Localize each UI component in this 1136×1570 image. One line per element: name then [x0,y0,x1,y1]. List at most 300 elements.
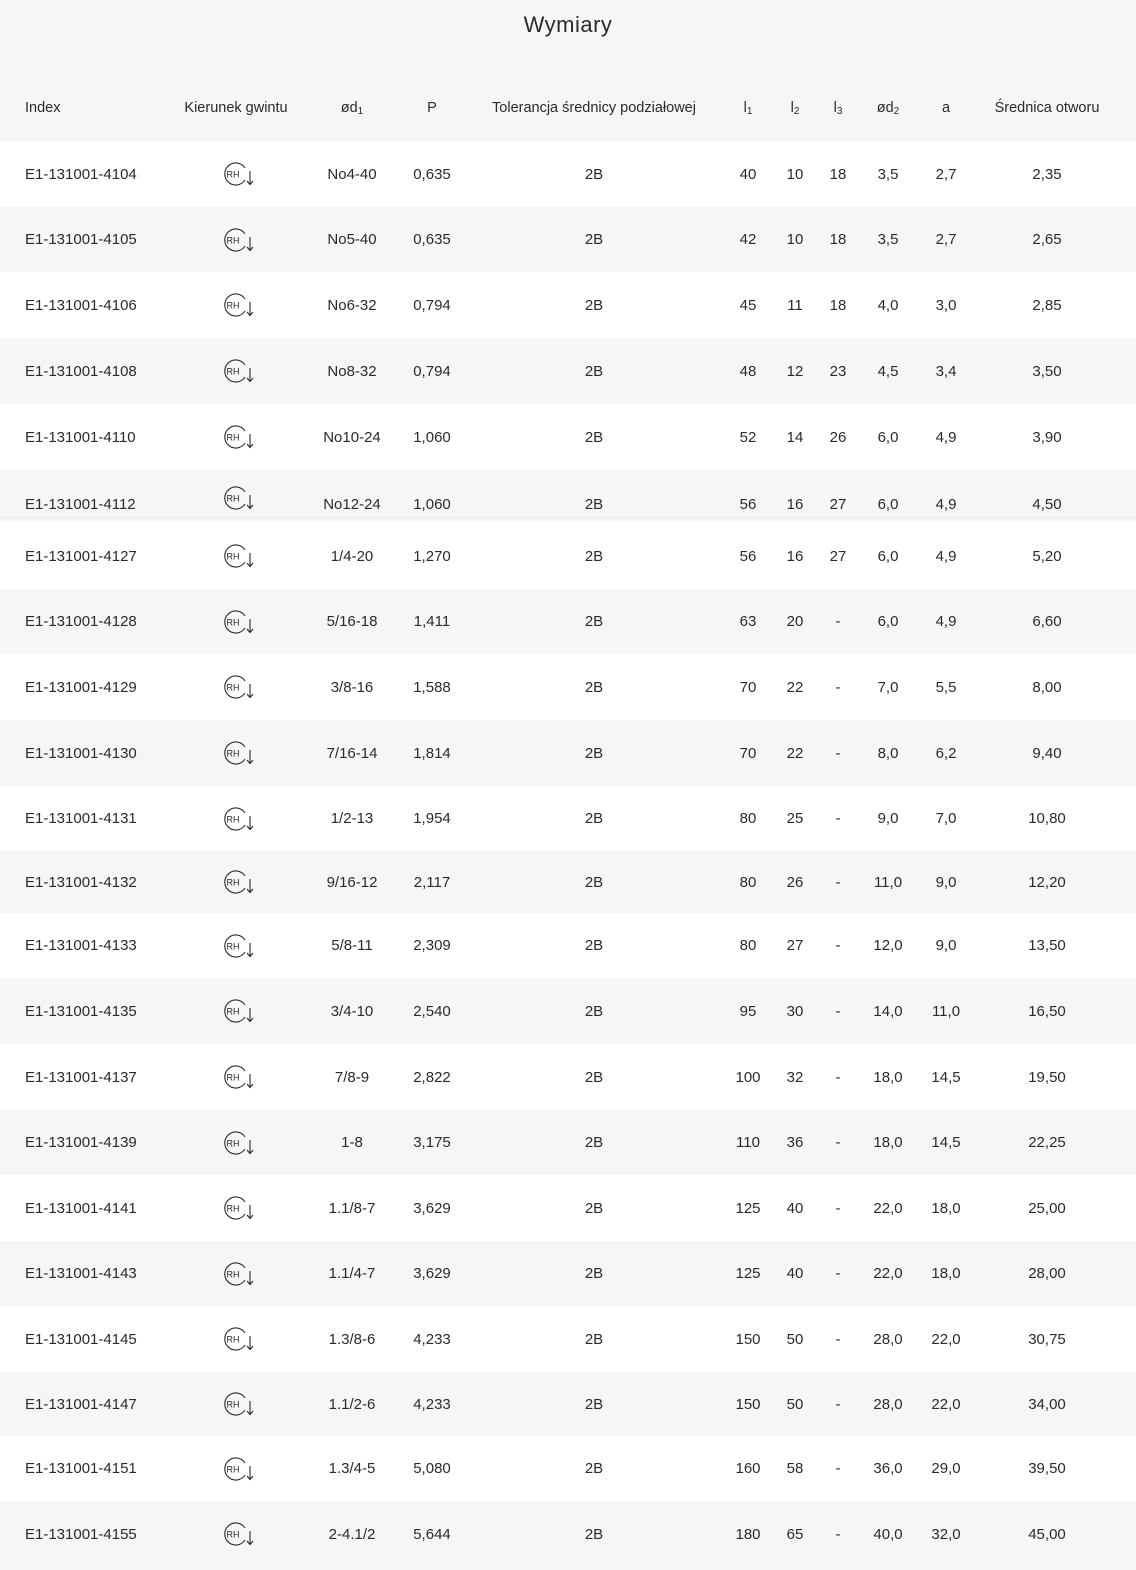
cell-thread-direction [176,1436,296,1501]
cell-a: 3,4 [935,362,957,380]
cell-hole-diameter: 2,85 [1032,296,1062,314]
cell-l3: 27 [829,496,847,513]
cell-l1: 70 [739,744,757,762]
cell-pitch: 3,629 [413,1265,451,1282]
cell-tolerance: 2B [584,231,604,248]
cell-a: 5,5 [935,678,957,696]
cell-tolerance: 2B [584,873,604,891]
cell-tolerance: 2B [584,496,604,513]
cell-l3: - [835,1330,841,1348]
cell-d2: 18,0 [873,1134,903,1151]
rh-label: RH [226,617,240,627]
cell-thread-direction [176,1372,296,1436]
header-l2 [776,75,814,140]
cell-thread-direction [176,1501,296,1567]
header-l3-main: l [833,99,837,116]
cell-tolerance: 2B [584,1199,604,1217]
cell-l3: - [835,1395,841,1413]
cell-hole-diameter: 2,65 [1032,231,1062,248]
cell-l1: 56 [739,547,757,565]
cell-d2: 7,0 [877,678,899,696]
rh-label: RH [226,300,240,311]
cell-pitch: 2,117 [413,873,451,891]
header-l3 [820,75,856,140]
cell-hole-diameter: 3,90 [1032,428,1062,446]
cell-thread-direction [176,589,296,654]
cell-index: E1-131001-4108 [25,362,137,380]
cell-hole-diameter: 3,50 [1032,362,1062,380]
cell-d2: 3,5 [877,231,899,248]
cell-index: E1-131001-4104 [25,165,137,183]
cell-l2: 10 [786,165,804,183]
cell-hole-diameter: 12,20 [1028,873,1066,891]
cell-d2: 3,5 [877,165,899,183]
cell-index: E1-131001-4145 [25,1330,137,1348]
cell-thread-direction [176,913,296,978]
cell-thread-direction [176,1175,296,1241]
table-row [0,207,1136,272]
header-d2-main: ød [876,99,894,116]
cell-l1: 40 [739,165,757,183]
table-row [0,1501,1136,1567]
rh-label: RH [226,682,240,693]
cell-d1: No8-32 [327,362,377,380]
rh-thread-icon [218,996,254,1026]
cell-pitch: 0,635 [413,231,451,248]
rh-label: RH [226,1464,240,1474]
cell-thread-direction [176,978,296,1044]
cell-a: 14,5 [931,1068,961,1086]
cell-thread-direction [176,470,296,517]
cell-thread-direction [176,141,296,207]
rh-thread-icon [218,867,254,897]
cell-l3: 26 [829,428,847,446]
cell-hole-diameter: 28,00 [1028,1265,1066,1282]
cell-d1: No6-32 [327,296,377,314]
rh-label: RH [226,1138,240,1148]
rh-thread-icon [218,1324,254,1354]
header-hole-diameter: Średnica otworu [994,99,1100,116]
cell-l1: 52 [739,428,757,446]
table-row [0,589,1136,654]
cell-d2: 6,0 [877,496,899,513]
header-a: a [941,99,951,116]
table-row [0,1175,1136,1241]
cell-l3: - [835,1002,841,1020]
cell-pitch: 2,540 [413,1002,451,1020]
cell-d2: 14,0 [873,1002,903,1020]
rh-thread-icon [218,804,254,834]
table-row [0,1044,1136,1110]
table-row [0,1372,1136,1436]
cell-d1: 1-8 [341,1134,363,1151]
cell-pitch: 4,233 [413,1395,451,1413]
cell-l2: 22 [786,744,804,762]
cell-d2: 40,0 [873,1525,903,1543]
rh-thread-icon [218,738,254,768]
rh-label: RH [226,169,240,180]
cell-tolerance: 2B [584,1460,604,1477]
cell-d1: 5/8-11 [331,937,373,954]
cell-tolerance: 2B [584,937,604,954]
rh-thread-icon [218,422,254,452]
cell-hole-diameter: 25,00 [1028,1199,1066,1217]
rh-label: RH [226,1006,240,1017]
cell-l3: - [835,1134,841,1151]
cell-l1: 56 [739,496,757,513]
cell-l1: 95 [739,1002,757,1020]
cell-d1: 1.3/8-6 [328,1330,376,1348]
cell-index: E1-131001-4151 [25,1460,137,1477]
table-row [0,523,1136,589]
cell-d1: 1.1/4-7 [328,1265,376,1282]
cell-tolerance: 2B [584,165,604,183]
cell-a: 3,0 [935,296,957,314]
cell-l2: 20 [786,613,804,630]
cell-a: 6,2 [935,744,957,762]
cell-d1: 1/2-13 [330,810,374,827]
cell-l3: - [835,1525,841,1543]
cell-d1: No10-24 [323,428,381,446]
cell-l2: 11 [787,296,803,314]
cell-index: E1-131001-4110 [25,428,136,446]
cell-a: 18,0 [931,1199,961,1217]
cell-pitch: 1,954 [413,810,451,827]
table-row [0,1241,1136,1306]
cell-index: E1-131001-4137 [25,1068,137,1086]
cell-thread-direction [176,1110,296,1175]
cell-l3: - [835,1068,841,1086]
cell-l3: 23 [829,362,847,380]
cell-thread-direction [176,1306,296,1372]
rh-thread-icon [218,356,254,386]
cell-l1: 80 [739,937,757,954]
cell-index: E1-131001-4147 [25,1395,137,1413]
cell-pitch: 1,588 [413,678,451,696]
cell-a: 7,0 [935,810,957,827]
cell-tolerance: 2B [584,1068,604,1086]
cell-d2: 28,0 [873,1330,903,1348]
rh-thread-icon [218,1062,254,1092]
rh-thread-icon [218,1519,254,1549]
cell-hole-diameter: 39,50 [1028,1460,1066,1477]
cell-index: E1-131001-4128 [25,613,137,630]
table-row [0,913,1136,978]
cell-d1: 1.1/8-7 [328,1199,376,1217]
cell-l3: - [835,810,841,827]
cell-hole-diameter: 4,50 [1032,496,1062,513]
cell-d2: 6,0 [877,613,899,630]
cell-tolerance: 2B [584,296,604,314]
cell-pitch: 1,814 [413,744,451,762]
cell-l1: 125 [735,1265,761,1282]
cell-l2: 16 [786,547,804,565]
rh-thread-icon [218,1128,254,1158]
cell-hole-diameter: 9,40 [1032,744,1062,762]
cell-pitch: 0,794 [413,362,451,380]
rh-thread-icon [218,672,254,702]
cell-a: 4,9 [935,496,957,513]
rh-label: RH [226,551,240,562]
rh-thread-icon [218,290,254,320]
cell-l3: - [835,744,841,762]
cell-l2: 30 [786,1002,804,1020]
cell-hole-diameter: 22,25 [1028,1134,1066,1151]
cell-d2: 6,0 [877,428,899,446]
rh-label: RH [226,235,240,245]
rh-label: RH [226,814,240,824]
cell-a: 14,5 [931,1134,961,1151]
cell-l1: 45 [739,296,757,314]
cell-l2: 12 [786,362,804,380]
cell-thread-direction [176,404,296,470]
cell-a: 9,0 [935,937,957,954]
cell-tolerance: 2B [584,362,604,380]
cell-pitch: 1,411 [413,613,451,630]
cell-d2: 22,0 [873,1199,903,1217]
rh-label: RH [226,748,240,759]
cell-d1: 1/4-20 [330,547,374,565]
cell-d2: 11,0 [873,873,903,891]
table-row [0,272,1136,338]
rh-thread-icon [218,607,254,637]
cell-index: E1-131001-4143 [25,1265,137,1282]
cell-l3: 18 [829,165,847,183]
cell-d2: 12,0 [873,937,903,954]
cell-l2: 50 [786,1330,804,1348]
cell-tolerance: 2B [584,1525,604,1543]
cell-l1: 42 [739,231,757,248]
cell-l1: 100 [735,1068,761,1086]
table-row [0,720,1136,786]
cell-l3: - [835,937,841,954]
cell-a: 2,7 [935,165,957,183]
cell-a: 9,0 [935,873,957,891]
cell-l3: - [835,1199,841,1217]
cell-a: 32,0 [931,1525,961,1543]
cell-d2: 8,0 [877,744,899,762]
cell-d1: 3/4-10 [330,1002,374,1020]
cell-a: 29,0 [931,1460,961,1477]
header-d1-main: ød [340,99,358,116]
rh-label: RH [226,493,240,504]
page-title: Wymiary [523,12,613,37]
cell-tolerance: 2B [584,613,604,630]
cell-index: E1-131001-4133 [25,937,137,954]
cell-d1: No12-24 [323,496,381,513]
cell-l3: - [835,873,841,891]
cell-l3: - [835,613,841,630]
cell-l2: 25 [786,810,804,827]
rh-thread-icon [218,931,254,961]
cell-d1: 1.3/4-5 [328,1460,376,1477]
cell-tolerance: 2B [584,1134,604,1151]
header-l3-sub: 3 [836,106,843,117]
cell-a: 4,9 [935,547,957,565]
table-row [0,1306,1136,1372]
header-l1-main: l [743,99,747,116]
cell-l2: 36 [786,1134,804,1151]
cell-l3: - [835,1460,841,1477]
cell-hole-diameter: 2,35 [1032,165,1062,183]
cell-l2: 40 [786,1265,804,1282]
cell-l2: 14 [786,428,804,446]
rh-thread-icon [218,483,254,513]
table-row [0,786,1136,851]
cell-l2: 10 [786,231,804,248]
cell-thread-direction [176,654,296,720]
cell-a: 4,9 [935,428,957,446]
cell-tolerance: 2B [584,547,604,565]
cell-tolerance: 2B [584,1330,604,1348]
cell-tolerance: 2B [584,1395,604,1413]
cell-tolerance: 2B [584,678,604,696]
header-d1 [306,75,398,140]
rh-thread-icon [218,1259,254,1289]
cell-l1: 48 [739,362,757,380]
cell-d1: 7/16-14 [326,744,378,762]
rh-label: RH [226,1529,240,1540]
cell-thread-direction [176,786,296,851]
cell-hole-diameter: 6,60 [1032,613,1062,630]
cell-d2: 18,0 [873,1068,903,1086]
cell-hole-diameter: 13,50 [1028,937,1066,954]
cell-index: E1-131001-4112 [25,496,136,513]
cell-pitch: 3,629 [413,1199,451,1217]
cell-a: 18,0 [931,1265,961,1282]
cell-thread-direction [176,1241,296,1306]
table-row [0,1436,1136,1501]
header-index: Index [25,99,61,116]
cell-l1: 63 [739,613,757,630]
cell-pitch: 2,822 [413,1068,451,1086]
table-row [0,654,1136,720]
cell-a: 11,0 [931,1002,961,1020]
rh-thread-icon [218,225,254,255]
cell-thread-direction [176,720,296,786]
header-pitch: P [427,99,437,116]
header-d2 [862,75,914,140]
cell-d2: 36,0 [873,1460,903,1477]
cell-l1: 160 [735,1460,761,1477]
cell-l1: 70 [739,678,757,696]
cell-d1: 5/16-18 [326,613,378,630]
cell-pitch: 4,233 [413,1330,451,1348]
cell-l2: 26 [786,873,804,891]
cell-d2: 6,0 [877,547,899,565]
cell-d1: 3/8-16 [330,678,374,696]
header-l1 [730,75,766,140]
table-header [0,75,1136,140]
cell-l1: 150 [735,1395,761,1413]
cell-l3: 27 [829,547,847,565]
cell-a: 22,0 [931,1395,961,1413]
cell-index: E1-131001-4106 [25,296,137,314]
cell-hole-diameter: 10,80 [1028,810,1066,827]
cell-thread-direction [176,207,296,272]
cell-d2: 4,0 [877,296,899,314]
cell-index: E1-131001-4139 [25,1134,137,1151]
table-row [0,978,1136,1044]
header-d1-sub: 1 [357,106,364,117]
cell-index: E1-131001-4141 [25,1199,137,1217]
rh-label: RH [226,432,240,443]
cell-d1: No5-40 [327,231,377,248]
cell-l2: 32 [786,1068,804,1086]
cell-l1: 125 [735,1199,761,1217]
rh-label: RH [226,1072,240,1083]
cell-d1: 2-4.1/2 [328,1525,376,1543]
rh-thread-icon [218,1389,254,1419]
cell-pitch: 0,794 [413,296,451,314]
rh-label: RH [226,1399,240,1410]
cell-l3: - [835,1265,841,1282]
cell-a: 4,9 [935,613,957,630]
header-l2-sub: 2 [793,106,800,117]
cell-index: E1-131001-4129 [25,678,137,696]
table-row [0,338,1136,404]
cell-thread-direction [176,523,296,589]
cell-d1: 1.1/2-6 [328,1395,376,1413]
cell-l1: 110 [736,1134,760,1151]
rh-label: RH [226,1203,240,1214]
cell-d2: 4,5 [877,362,899,380]
cell-hole-diameter: 8,00 [1032,678,1062,696]
cell-hole-diameter: 5,20 [1032,547,1062,565]
cell-l1: 180 [735,1525,761,1543]
cell-l1: 150 [735,1330,761,1348]
rh-label: RH [226,1334,240,1345]
rh-label: RH [226,366,240,377]
cell-l2: 22 [786,678,804,696]
cell-l2: 16 [786,496,804,513]
cell-index: E1-131001-4155 [25,1525,137,1543]
rh-label: RH [226,877,240,888]
cell-tolerance: 2B [584,1265,604,1282]
cell-hole-diameter: 19,50 [1028,1068,1066,1086]
cell-pitch: 5,080 [413,1460,451,1477]
cell-index: E1-131001-4105 [25,231,137,248]
cell-thread-direction [176,851,296,913]
cell-tolerance: 2B [584,744,604,762]
rh-thread-icon [218,159,254,189]
cell-index: E1-131001-4135 [25,1002,137,1020]
cell-pitch: 2,309 [413,937,451,954]
header-l1-sub: 1 [746,106,753,117]
cell-index: E1-131001-4131 [25,810,137,827]
table-row [0,470,1136,517]
cell-l3: 18 [829,296,847,314]
cell-index: E1-131001-4130 [25,744,137,762]
cell-l1: 80 [739,810,757,827]
cell-index: E1-131001-4127 [25,547,137,565]
header-d2-sub: 2 [893,106,900,117]
cell-d2: 22,0 [873,1265,903,1282]
rh-label: RH [226,1269,240,1279]
header-l2-main: l [790,99,794,116]
cell-hole-diameter: 45,00 [1028,1525,1066,1543]
cell-thread-direction [176,338,296,404]
rh-thread-icon [218,1454,254,1484]
rh-label: RH [226,941,240,951]
cell-pitch: 0,635 [413,165,451,183]
cell-a: 22,0 [931,1330,961,1348]
cell-d2: 28,0 [873,1395,903,1413]
cell-l1: 80 [739,873,757,891]
cell-pitch: 3,175 [413,1134,451,1151]
rh-thread-icon [218,541,254,571]
table-row [0,404,1136,470]
